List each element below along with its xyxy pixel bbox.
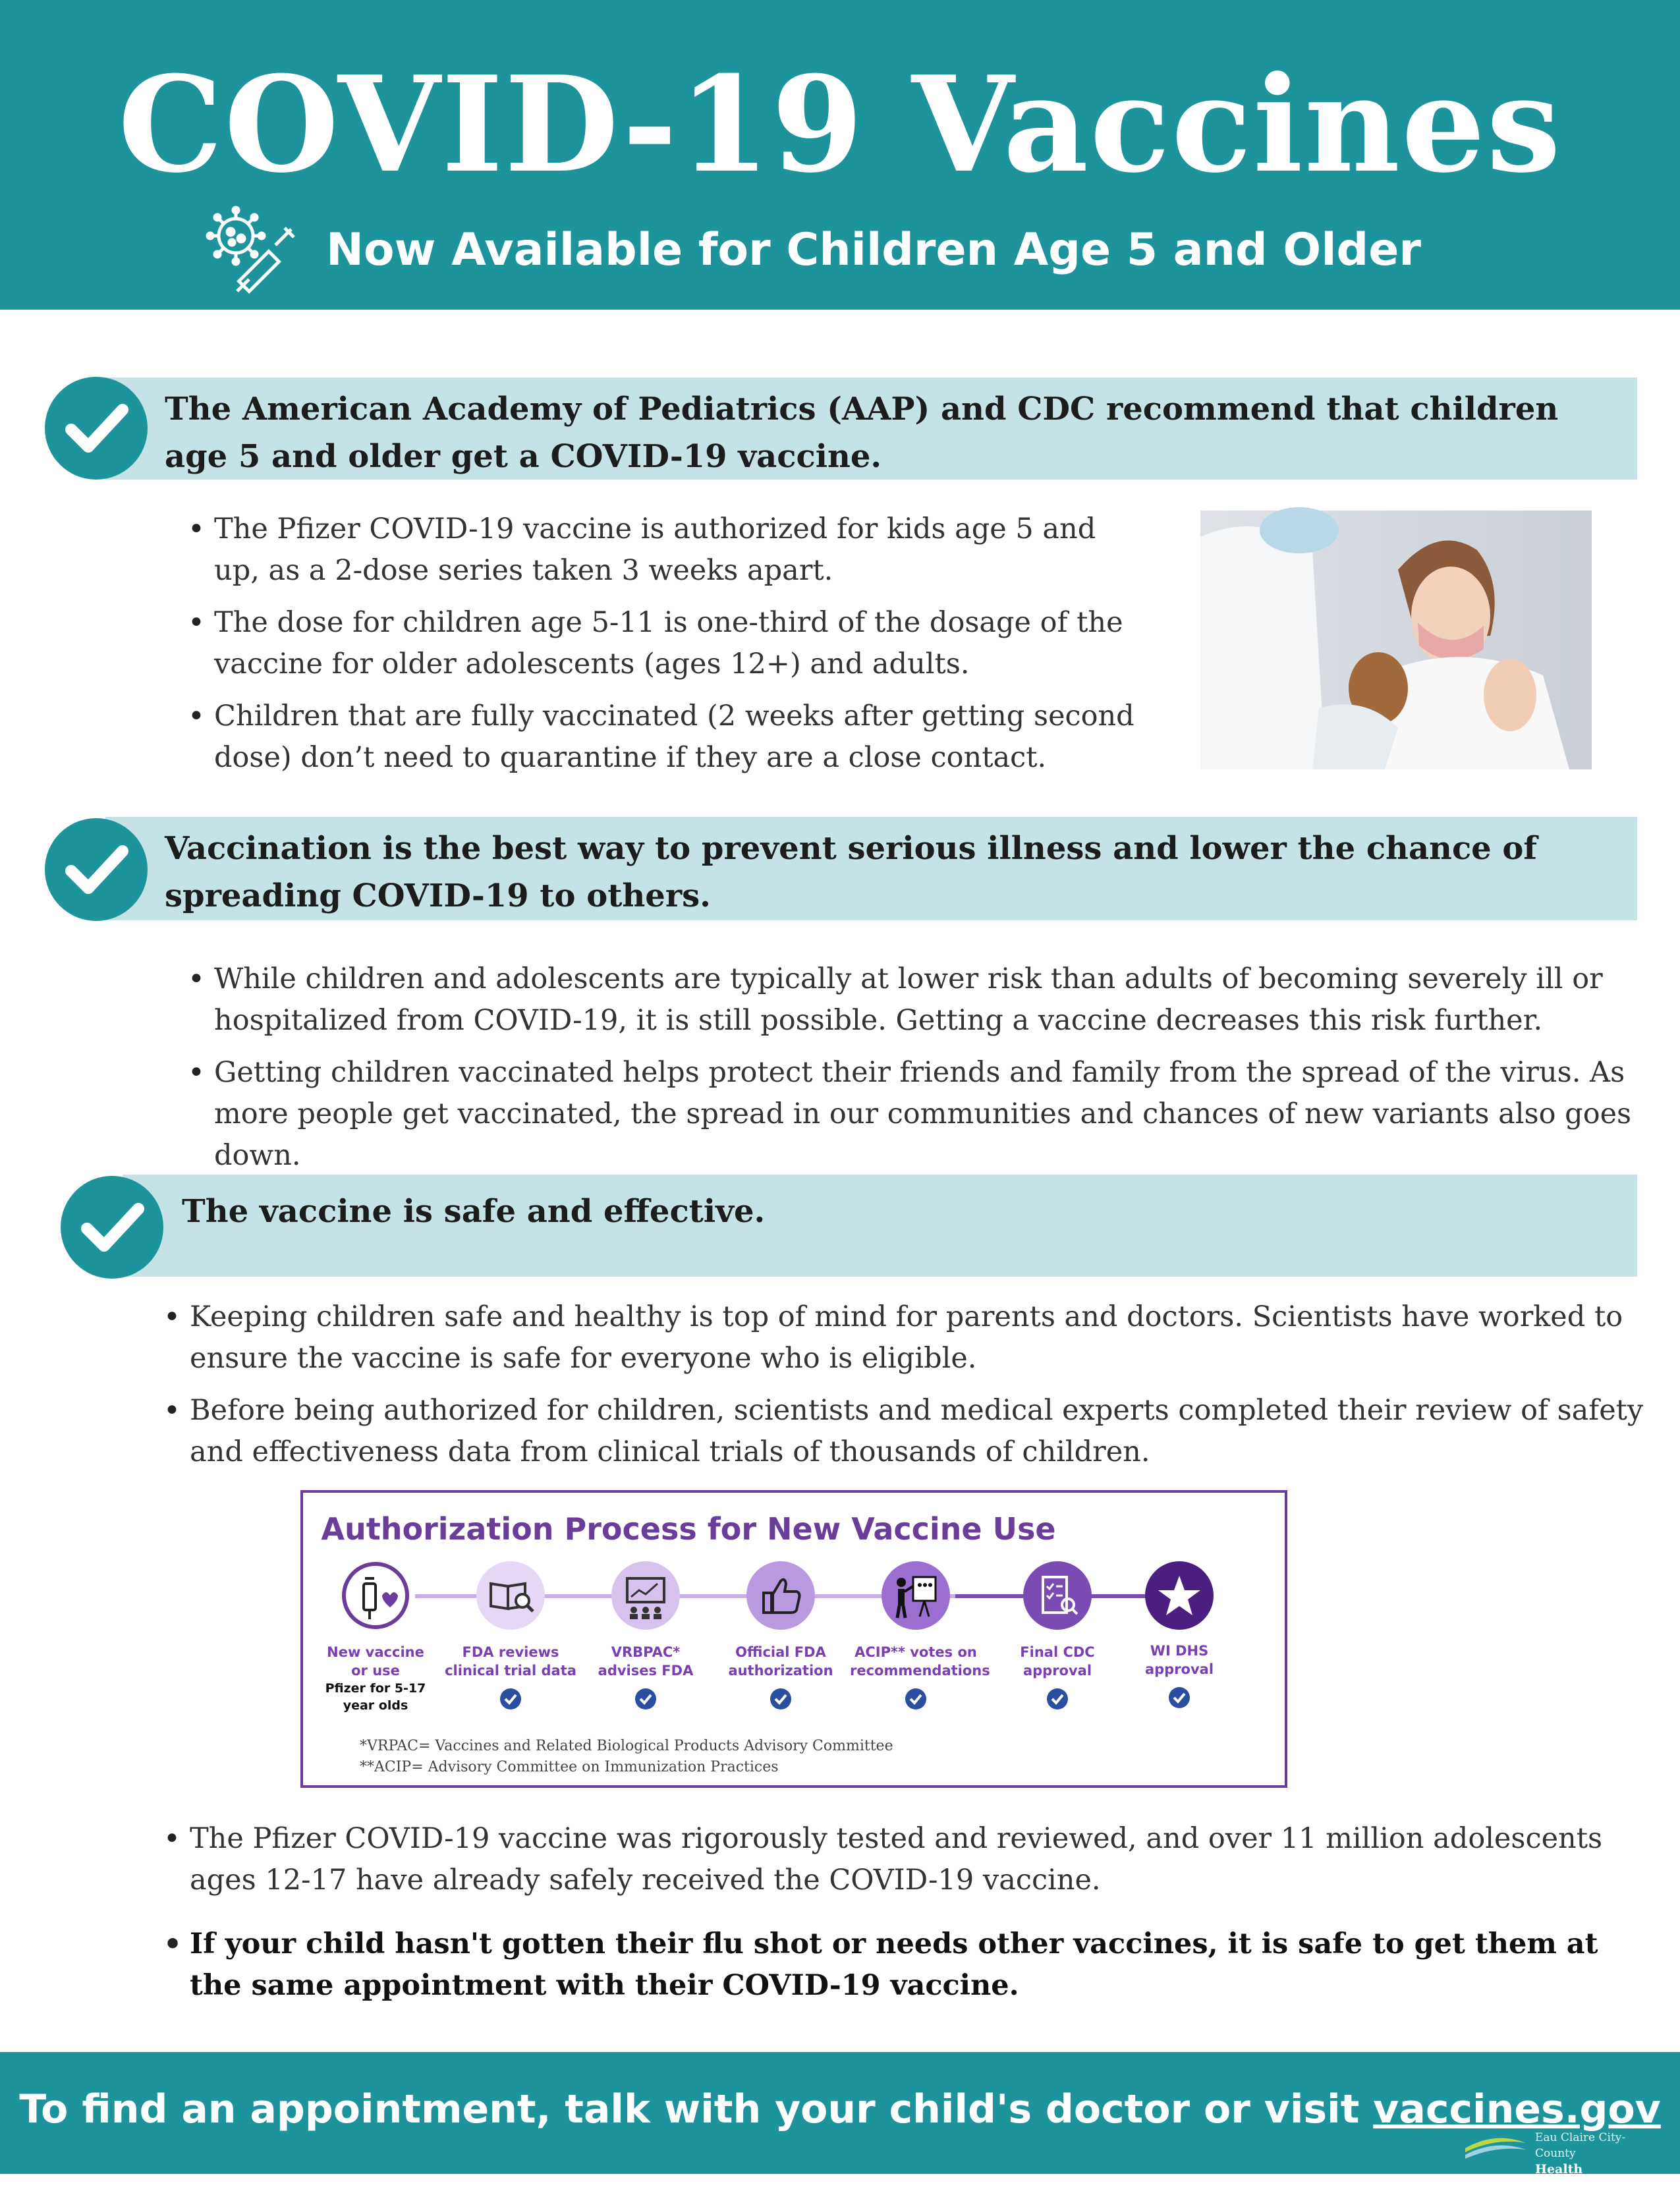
- footer-message: To find an appointment, talk with your child's doctor or visit: [19, 2086, 1374, 2132]
- logo-line-1: Eau Claire City-County: [1535, 2131, 1626, 2160]
- page-subtitle: Now Available for Children Age 5 and Older: [326, 224, 1421, 276]
- list-item: • The Pfizer COVID-19 vaccine was rigorously tested and reviewed, and over 11 million adolescents ages 12-17 have already safely received the COVID-19 vaccine.: [163, 1818, 1652, 1901]
- star-icon: [1145, 1561, 1214, 1630]
- process-step-acip: [850, 1561, 990, 1713]
- list-item: • Getting children vaccinated helps protect their friends and family from the spread of the virus. As more people get vaccinated, the spread in our communities and chances of new variants also goes down.: [188, 1052, 1650, 1177]
- section-1-band: [105, 377, 1637, 480]
- step-label: or use: [351, 1663, 400, 1679]
- process-step-vrbpac: [580, 1561, 712, 1713]
- process-step-cdc-approval: [992, 1561, 1123, 1713]
- section-3-bullets: [163, 1296, 1652, 1484]
- book-magnifier-icon: [476, 1561, 545, 1630]
- process-footnote-2: **ACIP= Advisory Committee on Immunization Practices: [360, 1759, 779, 1775]
- health-department-logo: [1463, 2126, 1660, 2192]
- step-label: Official FDA: [735, 1644, 826, 1660]
- section-3-bullets-after: [163, 1818, 1652, 1912]
- process-title: Authorization Process for New Vaccine Use: [321, 1511, 1056, 1547]
- page-title: COVID-19 Vaccines: [118, 47, 1562, 202]
- step-label: approval: [1022, 1663, 1092, 1679]
- section-2-band: [105, 817, 1637, 920]
- list-item: • Children that are fully vaccinated (2 weeks after getting second dose) don’t need to quarantine if they are a close contact.: [188, 696, 1150, 779]
- process-step-fda-review: [445, 1561, 576, 1713]
- check-circle-icon: [43, 375, 149, 481]
- list-item: • The Pfizer COVID-19 vaccine is authorized for kids age 5 and up, as a 2-dose series taken 3 weeks apart.: [188, 509, 1150, 592]
- step-label: New vaccine: [327, 1644, 424, 1660]
- step-label: VRBPAC*: [611, 1644, 681, 1660]
- footer-banner: [0, 2052, 1680, 2192]
- step-label: advises FDA: [598, 1663, 694, 1679]
- header-banner: [0, 0, 1680, 310]
- step-label: recommendations: [850, 1663, 990, 1679]
- list-item: • Keeping children safe and healthy is top of mind for parents and doctors. Scientists have worked to ensure the vaccine is safe for everyone who is eligible.: [163, 1296, 1652, 1379]
- check-circle-icon: [43, 817, 149, 922]
- step-label: approval: [1144, 1661, 1214, 1677]
- process-step-fda-authorization: [715, 1561, 847, 1713]
- child-vaccination-photo: [1200, 511, 1592, 769]
- thumbs-up-icon: [746, 1561, 815, 1630]
- logo-swoosh-icon: [1463, 2128, 1528, 2161]
- check-circle-icon: [59, 1175, 165, 1280]
- section-1-bullets: [188, 509, 1150, 789]
- step-label: ACIP** votes on: [854, 1644, 977, 1660]
- step-label: WI DHS: [1150, 1643, 1209, 1659]
- process-footnote-1: *VRPAC= Vaccines and Related Biological Products Advisory Committee: [360, 1738, 893, 1754]
- presentation-board-icon: [611, 1561, 680, 1630]
- section-1-heading: The American Academy of Pediatrics (AAP) and CDC recommend that children age 5 and older get a COVID-19 vaccine.: [165, 391, 1559, 475]
- step-label: clinical trial data: [445, 1663, 576, 1679]
- list-item: • If your child hasn't gotten their flu shot or needs other vaccines, it is safe to get them at the same appointment with their COVID-19 vaccine.: [163, 1924, 1652, 2007]
- vaccines-gov-link[interactable]: vaccines.gov: [1373, 2086, 1661, 2132]
- check-icon: [499, 1688, 522, 1710]
- subtitle-row: [198, 204, 1482, 296]
- logo-line-2: Health Department: [1535, 2162, 1619, 2192]
- step-sub: year olds: [343, 1698, 408, 1713]
- list-item: • Before being authorized for children, scientists and medical experts completed their review of safety and effectiveness data from clinical trials of thousands of children.: [163, 1390, 1652, 1473]
- process-step-new-vaccine: [310, 1561, 441, 1714]
- check-icon: [770, 1688, 792, 1710]
- section-3-heading: The vaccine is safe and effective.: [182, 1193, 766, 1230]
- section-3-band: [123, 1175, 1637, 1277]
- footer-text: [0, 2082, 1680, 2137]
- section-2-heading: Vaccination is the best way to prevent serious illness and lower the chance of spreading COVID-19 to others.: [165, 830, 1538, 914]
- syringe-heart-icon: [341, 1561, 410, 1630]
- authorization-process-chart: [300, 1490, 1287, 1788]
- step-label: Final CDC: [1020, 1644, 1095, 1660]
- check-icon: [634, 1688, 657, 1710]
- step-sub: Pfizer for 5-17: [325, 1681, 426, 1696]
- virus-syringe-icon: [198, 204, 303, 296]
- check-icon: [1046, 1688, 1069, 1710]
- step-label: authorization: [728, 1663, 833, 1679]
- check-icon: [905, 1688, 927, 1710]
- section-3-bullets-bold: [163, 1924, 1652, 2017]
- presenter-icon: [882, 1561, 950, 1630]
- list-item: • The dose for children age 5-11 is one-third of the dosage of the vaccine for older adolescents (ages 12+) and adults.: [188, 602, 1150, 685]
- check-icon: [1168, 1686, 1190, 1709]
- list-item: • While children and adolescents are typically at lower risk than adults of becoming severely ill or hospitalized from COVID-19, it is still possible. Getting a vaccine decreases this risk further.: [188, 958, 1650, 1041]
- step-label: FDA reviews: [462, 1644, 559, 1660]
- checklist-icon: [1023, 1561, 1092, 1630]
- section-2-bullets: [188, 958, 1650, 1187]
- process-step-wi-dhs: [1113, 1561, 1245, 1711]
